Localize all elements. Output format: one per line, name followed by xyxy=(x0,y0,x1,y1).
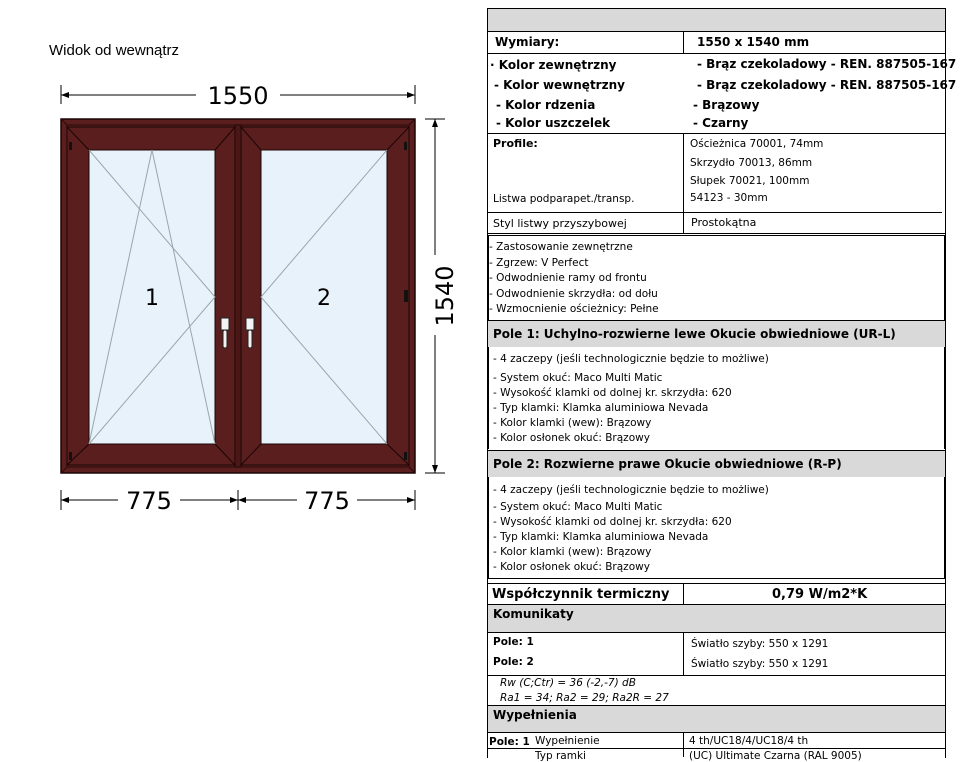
color-label-3: - Kolor uszczelek xyxy=(496,116,611,130)
profile-item-1: Skrzydło 70013, 86mm xyxy=(690,157,813,169)
sash-2 xyxy=(241,127,409,465)
filling-label: Wypełnienie xyxy=(535,735,600,747)
field2-item-3: - Typ klamki: Klamka aluminiowa Nevada xyxy=(493,531,709,543)
thermal-value: 0,79 W/m2*K xyxy=(772,587,868,602)
bead-style-label: Styl listwy przyszybowej xyxy=(493,217,627,230)
sash-2-width-label: 775 xyxy=(304,487,350,515)
field2-item-0: - 4 zaczepy (jeśli technologicznie będzie to możliwe) xyxy=(493,484,769,496)
color-value-1: - Brąz czekoladowy - REN. 887505-167 xyxy=(697,78,957,92)
field1-item-5: - Kolor osłonek okuć: Brązowy xyxy=(493,432,650,444)
feature-item-4: - Wzmocnienie ościeżnicy: Pełne xyxy=(489,303,659,315)
color-value-3: - Czarny xyxy=(693,116,749,130)
message-label-0: Pole: 1 xyxy=(493,636,534,648)
field1-item-4: - Kolor klamki (wew): Brązowy xyxy=(493,417,652,429)
profile-item-3: 54123 - 30mm xyxy=(690,192,768,204)
sash-1-number: 1 xyxy=(145,286,159,311)
mullion xyxy=(235,125,241,467)
field1-title: Pole 1: Uchylno-rozwierne lewe Okucie obwiedniowe (UR-L) xyxy=(493,327,896,341)
sash-2-number: 2 xyxy=(317,286,331,311)
feature-item-2: - Odwodnienie ramy od frontu xyxy=(489,272,647,284)
thermal-label: Współczynnik termiczny xyxy=(492,587,670,602)
feature-item-0: - Zastosowanie zewnętrzne xyxy=(489,241,633,253)
color-value-0: - Brąz czekoladowy - REN. 887505-167 xyxy=(697,57,957,71)
total-width-label: 1550 xyxy=(207,82,269,110)
right-dimension xyxy=(425,119,459,473)
field2-item-2: - Wysokość klamki od dolnej kr. skrzydła: 620 xyxy=(493,516,732,528)
view-title: Widok od wewnątrz xyxy=(49,42,180,59)
filling-field-label: Pole: 1 xyxy=(489,736,530,748)
field2-item-4: - Kolor klamki (wew): Brązowy xyxy=(493,546,652,558)
color-label-0: · Kolor zewnętrzny xyxy=(490,58,617,72)
sill-label: Listwa podparapet./transp. xyxy=(493,193,635,205)
filling-value: 4 th/UC18/4/UC18/4 th xyxy=(689,735,809,747)
spec-header-band xyxy=(488,8,945,32)
field1-item-3: - Typ klamki: Klamka aluminiowa Nevada xyxy=(493,402,709,414)
color-label-2: - Kolor rdzenia xyxy=(496,98,596,112)
message-value-1: Światło szyby: 550 x 1291 xyxy=(691,658,829,670)
profile-item-2: Słupek 70021, 100mm xyxy=(690,175,810,187)
field2-title: Pole 2: Rozwierne prawe Okucie obwiedniowe (R-P) xyxy=(493,457,842,471)
acoustic-line-2: Ra1 = 34; Ra2 = 29; Ra2R = 27 xyxy=(500,692,669,704)
frame-type-label: Typ ramki xyxy=(535,750,586,762)
message-value-0: Światło szyby: 550 x 1291 xyxy=(691,638,829,650)
profile-item-0: Ościeżnica 70001, 74mm xyxy=(690,138,824,150)
messages-title: Komunikaty xyxy=(493,607,574,621)
sash-1 xyxy=(67,127,235,465)
color-label-1: - Kolor wewnętrzny xyxy=(494,78,625,92)
total-height-label: 1540 xyxy=(431,265,459,327)
feature-item-3: - Odwodnienie skrzydła: od dołu xyxy=(489,288,658,300)
bead-style-value: Prostokątna xyxy=(691,216,757,229)
dimensions-value: 1550 x 1540 mm xyxy=(697,35,810,49)
field1-item-0: - 4 zaczepy (jeśli technologicznie będzie to możliwe) xyxy=(493,353,769,365)
sash-1-width-label: 775 xyxy=(126,487,172,515)
bottom-dimension xyxy=(61,487,415,515)
field1-item-2: - Wysokość klamki od dolnej kr. skrzydła: 620 xyxy=(493,387,732,399)
color-value-2: - Brązowy xyxy=(693,98,760,112)
field1-item-1: - System okuć: Maco Multi Matic xyxy=(493,372,663,384)
feature-item-1: - Zgrzew: V Perfect xyxy=(489,257,589,269)
profiles-label: Profile: xyxy=(493,137,538,150)
acoustic-line-1: Rw (C;Ctr) = 36 (-2,-7) dB xyxy=(500,677,636,689)
field2-item-5: - Kolor osłonek okuć: Brązowy xyxy=(493,561,650,573)
window-drawing xyxy=(0,0,480,757)
frame-type-value: (UC) Ultimate Czarna (RAL 9005) xyxy=(689,750,862,762)
message-label-1: Pole: 2 xyxy=(493,656,534,668)
top-dimension xyxy=(61,82,415,110)
dimensions-label: Wymiary: xyxy=(495,35,560,49)
fillings-title: Wypełnienia xyxy=(493,708,577,722)
field2-item-1: - System okuć: Maco Multi Matic xyxy=(493,501,663,513)
